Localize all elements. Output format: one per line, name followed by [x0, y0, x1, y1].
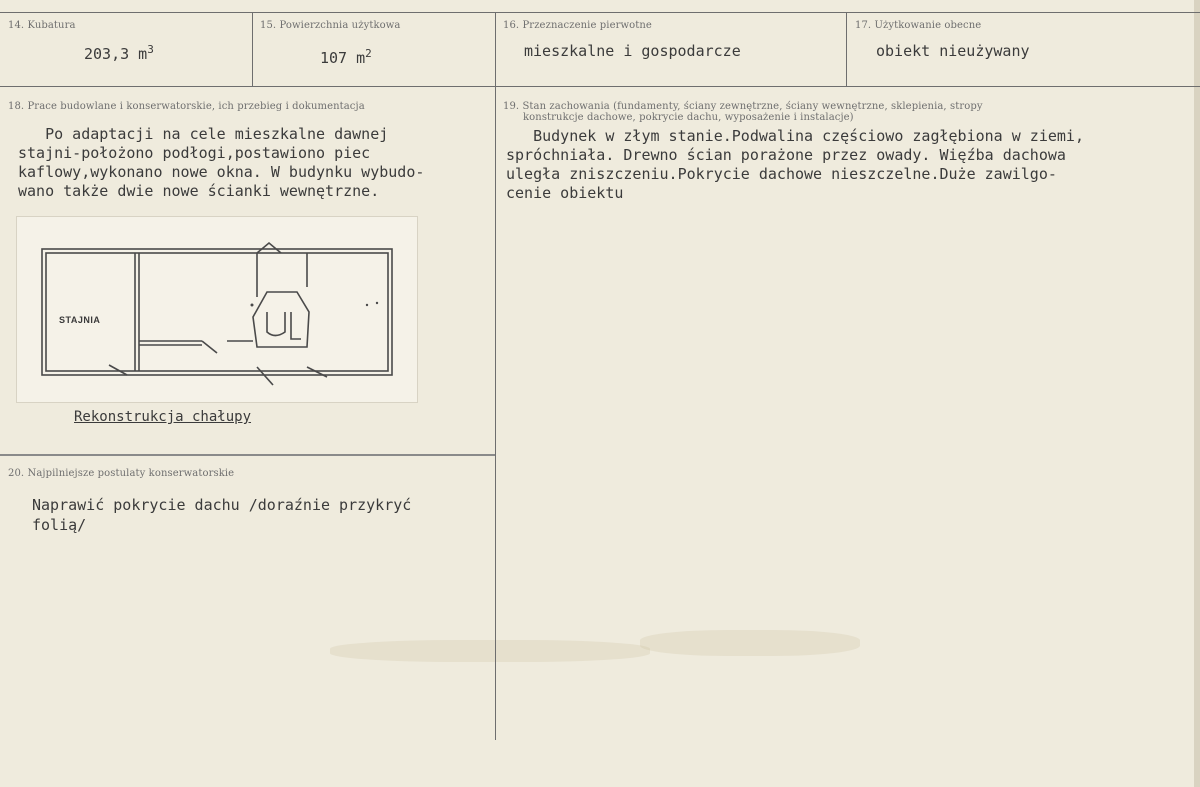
field-16-value: mieszkalne i gospodarcze [524, 42, 741, 60]
field-19-line: cenie obiektu [506, 184, 624, 202]
field-18-line: stajni-położono podłogi,postawiono piec [18, 144, 371, 162]
column-divider [495, 12, 496, 740]
column-divider [252, 12, 253, 86]
field-16-label: 16. Przeznaczenie pierwotne [503, 20, 652, 31]
paper-edge [1194, 0, 1200, 787]
plan-caption: Rekonstrukcja chałupy [74, 409, 252, 425]
field-19-line: uległa zniszczeniu.Pokrycie dachowe nieszczelne.Duże zawilgo- [506, 165, 1057, 183]
field-19-line: spróchniała. Drewno ścian porażone przez owady. Więźba dachowa [506, 146, 1066, 164]
row-divider [0, 86, 1200, 87]
top-rule [0, 12, 1200, 13]
field-18-line: kaflowy,wykonano nowe okna. W budynku wybudo- [18, 163, 425, 181]
plan-room-label: STAJNIA [59, 315, 101, 325]
field-14-label: 14. Kubatura [8, 20, 76, 31]
field-15-value: 107 $m^2$ [320, 47, 372, 67]
field-19-line: Budynek w złym stanie.Podwalina częściowo zagłębiona w ziemi, [506, 127, 1084, 145]
field-18-label: 18. Prace budowlane i konserwatorskie, ich przebieg i dokumentacja [8, 101, 365, 112]
floor-plan-figure [16, 216, 418, 403]
field-18-line: wano także dwie nowe ścianki wewnętrzne. [18, 182, 380, 200]
field-17-label: 17. Użytkowanie obecne [855, 20, 982, 31]
paper-stain [640, 630, 860, 656]
field-15-label: 15. Powierzchnia użytkowa [260, 20, 401, 31]
field-18-line: Po adaptacji na cele mieszkalne dawnej [18, 125, 389, 143]
paper-stain [330, 640, 650, 662]
floor-plan-drawing [17, 217, 417, 402]
field-19-label-cont: konstrukcje dachowe, pokrycie dachu, wyposażenie i instalacje) [523, 112, 854, 123]
field-20-line: folią/ [32, 516, 87, 534]
field-14-value: 203,3 $m^3$ [84, 43, 154, 63]
column-divider [846, 12, 847, 86]
field-20-label: 20. Najpilniejsze postulaty konserwatorskie [8, 468, 235, 479]
field-17-value: obiekt nieużywany [876, 42, 1030, 60]
field-19-label: 19. Stan zachowania (fundamenty, ściany zewnętrzne, ściany wewnętrzne, sklepienia, stropy [503, 101, 983, 112]
section-divider [0, 454, 496, 456]
field-20-line: Naprawić pokrycie dachu /doraźnie przykryć [32, 496, 412, 514]
